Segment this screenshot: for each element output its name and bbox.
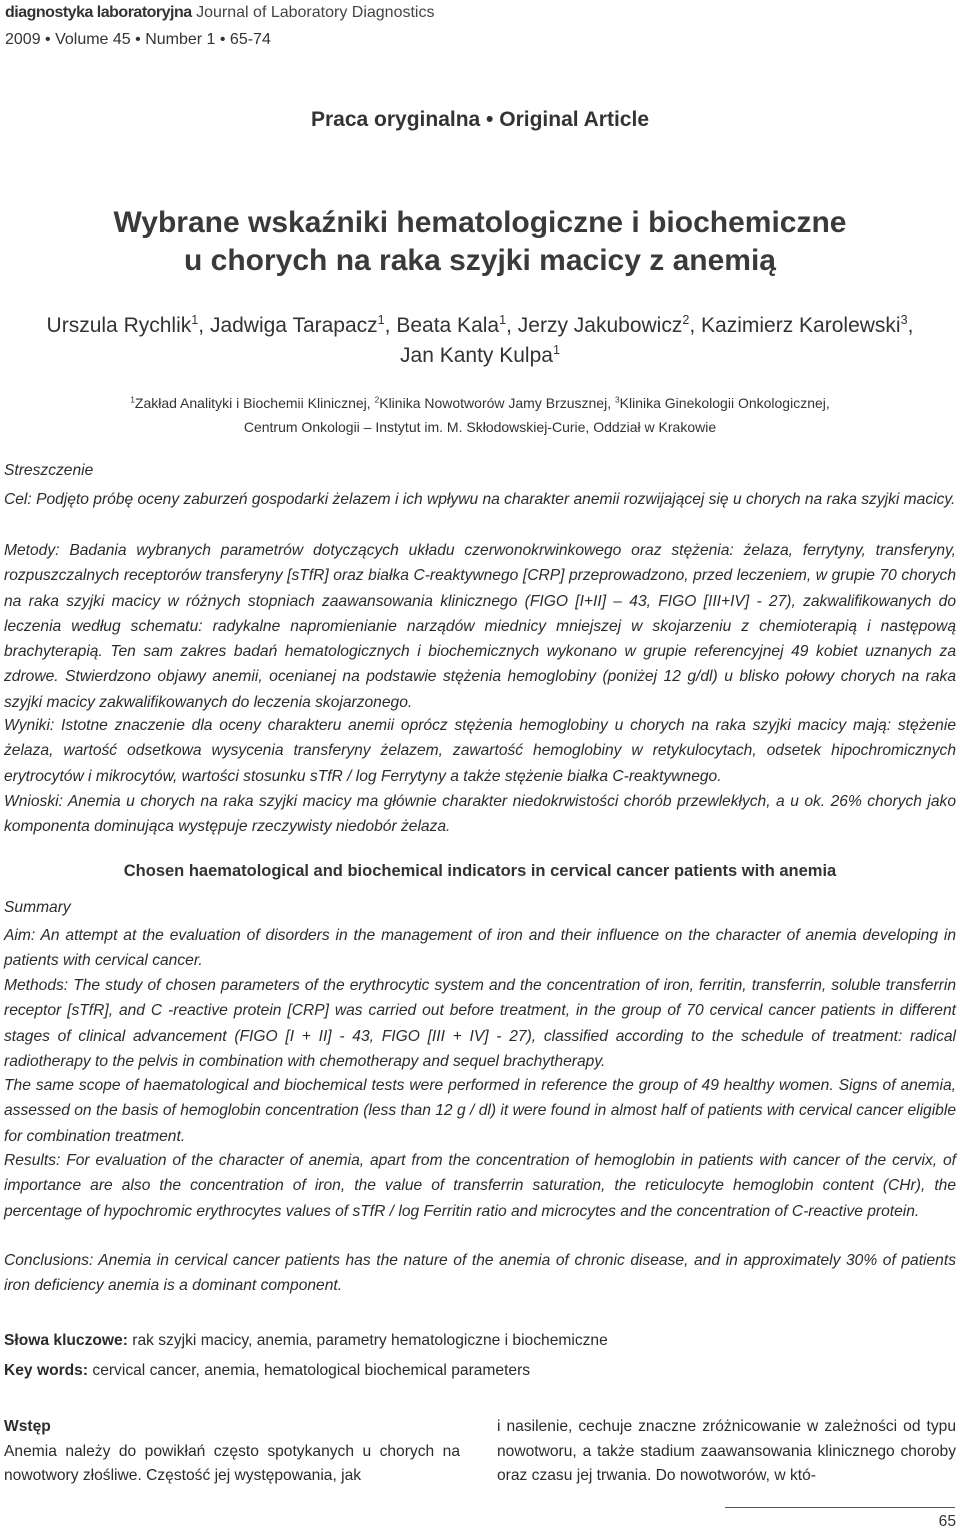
- author-sup: 1: [499, 313, 507, 327]
- affil-text: Klinika Ginekologii Onkologicznej,: [619, 395, 830, 411]
- authors-line-2: [0, 341, 960, 371]
- keywords-en-text: cervical cancer, anemia, hematological biochemical parameters: [88, 1362, 531, 1379]
- affiliations-line-1: [0, 391, 960, 415]
- keywords-en-label: Key words:: [4, 1362, 89, 1379]
- author-sep: ,: [384, 314, 397, 337]
- intro-right-text: i nasilenie, cechuje znaczne zróżnicowanie w zależności od typu nowotworu, a także stadium zaawansowania klinicznego choroby oraz czasu jej trwania. Do nowotworów, w któ-: [497, 1418, 956, 1484]
- page-number: 65: [938, 1513, 956, 1530]
- abstract-pl-cel: Cel: Podjęto próbę oceny zaburzeń gospodarki żelazem i ich wpływu na charakter anemii rozwijającej się u chorych na raka szyjki macicy.: [4, 491, 956, 508]
- author-sep: ,: [506, 314, 518, 337]
- abstract-en-conclusions: Conclusions: Anemia in cervical cancer patients has the nature of the anemia of chronic disease, and in approximately 30% of patients iron deficiency anemia is a dominant component.: [4, 1252, 956, 1295]
- abstract-en-aim: Aim: An attempt at the evaluation of disorders in the management of iron and their influence on the character of anemia developing in patients with cervical cancer.: [4, 927, 956, 970]
- author-sep: ,: [907, 314, 914, 337]
- affil-text: Klinika Nowotworów Jamy Brzusznej,: [379, 395, 615, 411]
- author-sup: 1: [552, 343, 560, 357]
- article-title-pl: [0, 204, 960, 280]
- authors-line-1: [0, 311, 960, 341]
- abstract-pl-metody: Metody: Badania wybranych parametrów dotyczących układu czerwonokrwinkowego oraz stężenia: żelaza, ferrytyny, transferyny, rozpuszczalnych receptorów transferyny [sTfR] oraz białka C-reaktywnego [CRP] przeprowadzono, przed leczeniem, w grupie 70 chorych na raka szyjki macicy w różnych stopniach zaawansowania klinicznego (FIGO [I+II] – 43, FIGO [III+IV] - 27), zakwalifikowanych do leczenia według schematu: radykalne napromienianie narządów miednicy mniejszej w skojarzeniu z chemioterapią i następową brachyterapią. Ten sam zakres badań hematologicznych i biochemicznych wykonano w grupie referencyjnej 49 kobiet uznanych za zdrowe. Stwierdzono objawy anemii, ocenianej na podstawie stężenia hemoglobiny (poniżej 12 g/dl) u blisko połowy chorych na raka szyjki macicy zakwalifikowanych do leczenia skojarzonego.: [4, 542, 956, 711]
- affiliations: [0, 391, 960, 439]
- abstract-pl-heading: Streszczenie: [4, 462, 94, 479]
- abstract-pl-wyniki: Wyniki: Istotne znaczenie dla oceny charakteru anemii oprócz stężenia hemoglobiny u chorych na raka szyjki macicy mają: stężenie żelaza, wartość odsetkowa wysycenia transferyny żelazem, zawartość hemoglobiny w retykulocytach, odsetek hipochromicznych erytrocytów i mikrocytów, wartości stosunku sTfR / log Ferrytyny a także stężenie białka C-reaktywnego.: [4, 717, 956, 785]
- affil-sup: 1: [130, 394, 135, 405]
- author-sup: 2: [682, 313, 690, 327]
- journal-name: Journal of Laboratory Diagnostics: [196, 4, 435, 21]
- authors: [0, 311, 960, 371]
- title-line-1: Wybrane wskaźniki hematologiczne i biochemiczne: [113, 206, 847, 239]
- abstract-en-same-scope: The same scope of haematological and biochemical tests were performed in reference the group of 49 healthy women. Signs of anemia, assessed on the basis of hemoglobin concentration (less than 12 g / dl) it were found in almost half of patients with cervical cancer eligible for combination treatment.: [4, 1077, 956, 1145]
- author-name: Jadwiga Tarapacz: [209, 314, 378, 337]
- journal-brand: diagnostyka laboratoryjna: [5, 4, 192, 21]
- article-type: Praca oryginalna • Original Article: [310, 108, 650, 131]
- affiliations-line-2: Centrum Onkologii – Instytut im. M. Skłodowskiej-Curie, Oddział w Krakowie: [243, 419, 717, 435]
- keywords-pl-text: rak szyjki macicy, anemia, parametry hematologiczne i biochemiczne: [127, 1332, 608, 1349]
- keywords-pl-label: Słowa kluczowe:: [4, 1332, 128, 1349]
- keywords-en: [4, 1360, 530, 1382]
- author-sep: ,: [198, 314, 210, 337]
- title-line-2: u chorych na raka szyjki macicy z anemią: [184, 244, 776, 277]
- abstract-en-heading: Summary: [4, 899, 71, 916]
- affil-sup: 2: [374, 394, 380, 405]
- intro-heading: Wstęp: [4, 1418, 51, 1435]
- keywords-pl: [4, 1330, 608, 1352]
- author-sup: 1: [191, 313, 199, 327]
- affil-text: Zakład Analityki i Biochemii Klinicznej,: [134, 395, 375, 411]
- intro-right-column: [497, 1415, 956, 1489]
- article-title-en: Chosen haematological and biochemical indicators in cervical cancer patients with anemia: [123, 862, 837, 880]
- author-name: Urszula Rychlik: [46, 314, 192, 337]
- journal-volume-line: 2009 • Volume 45 • Number 1 • 65-74: [5, 31, 271, 48]
- author-name: Beata Kala: [396, 314, 500, 337]
- author-name: Kazimierz Karolewski: [701, 314, 901, 337]
- author-sup: 3: [900, 313, 908, 327]
- author-sup: 1: [377, 313, 385, 327]
- author-name: Jerzy Jakubowicz: [517, 314, 683, 337]
- abstract-en-methods: Methods: The study of chosen parameters of the erythrocytic system and the concentration of iron, ferritin, transferrin, soluble transferrin receptor [sTfR], and C -reactive protein [CRP] was carried out before treatment, in the group of 70 cervical cancer patients in different stages of clinical advancement (FIGO [I + II] - 43, FIGO [III + IV] - 27), classified according to the schedule of treatment: radical radiotherapy to the pelvis in combination with chemotherapy and sequel brachytherapy.: [4, 977, 956, 1070]
- journal-header: [5, 2, 434, 24]
- intro-left-column: [4, 1415, 460, 1489]
- author-name: Jan Kanty Kulpa: [400, 344, 553, 367]
- affil-sup: 3: [614, 394, 620, 405]
- intro-left-text: Anemia należy do powikłań często spotykanych u chorych na nowotwory złośliwe. Częstość jej występowania, jak: [4, 1442, 460, 1484]
- abstract-en-results: Results: For evaluation of the character of anemia, apart from the concentration of hemoglobin in patients with cancer of the cervix, of importance are also the concentration of iron, the value of transferrin saturation, the reticulocyte hemoglobin content (CHr), the percentage of hypochromic erythrocytes values of sTfR / log Ferritin ratio and microcytes and the concentration of C-reactive protein.: [4, 1152, 956, 1220]
- footer-rule: [725, 1507, 955, 1508]
- abstract-pl-wnioski: Wnioski: Anemia u chorych na raka szyjki macicy ma głównie charakter niedokrwistości chorób przewlekłych, a u ok. 26% chorych jako komponenta dominująca występuje rzeczywisty niedobór żelaza.: [4, 793, 956, 836]
- author-sep: ,: [689, 314, 702, 337]
